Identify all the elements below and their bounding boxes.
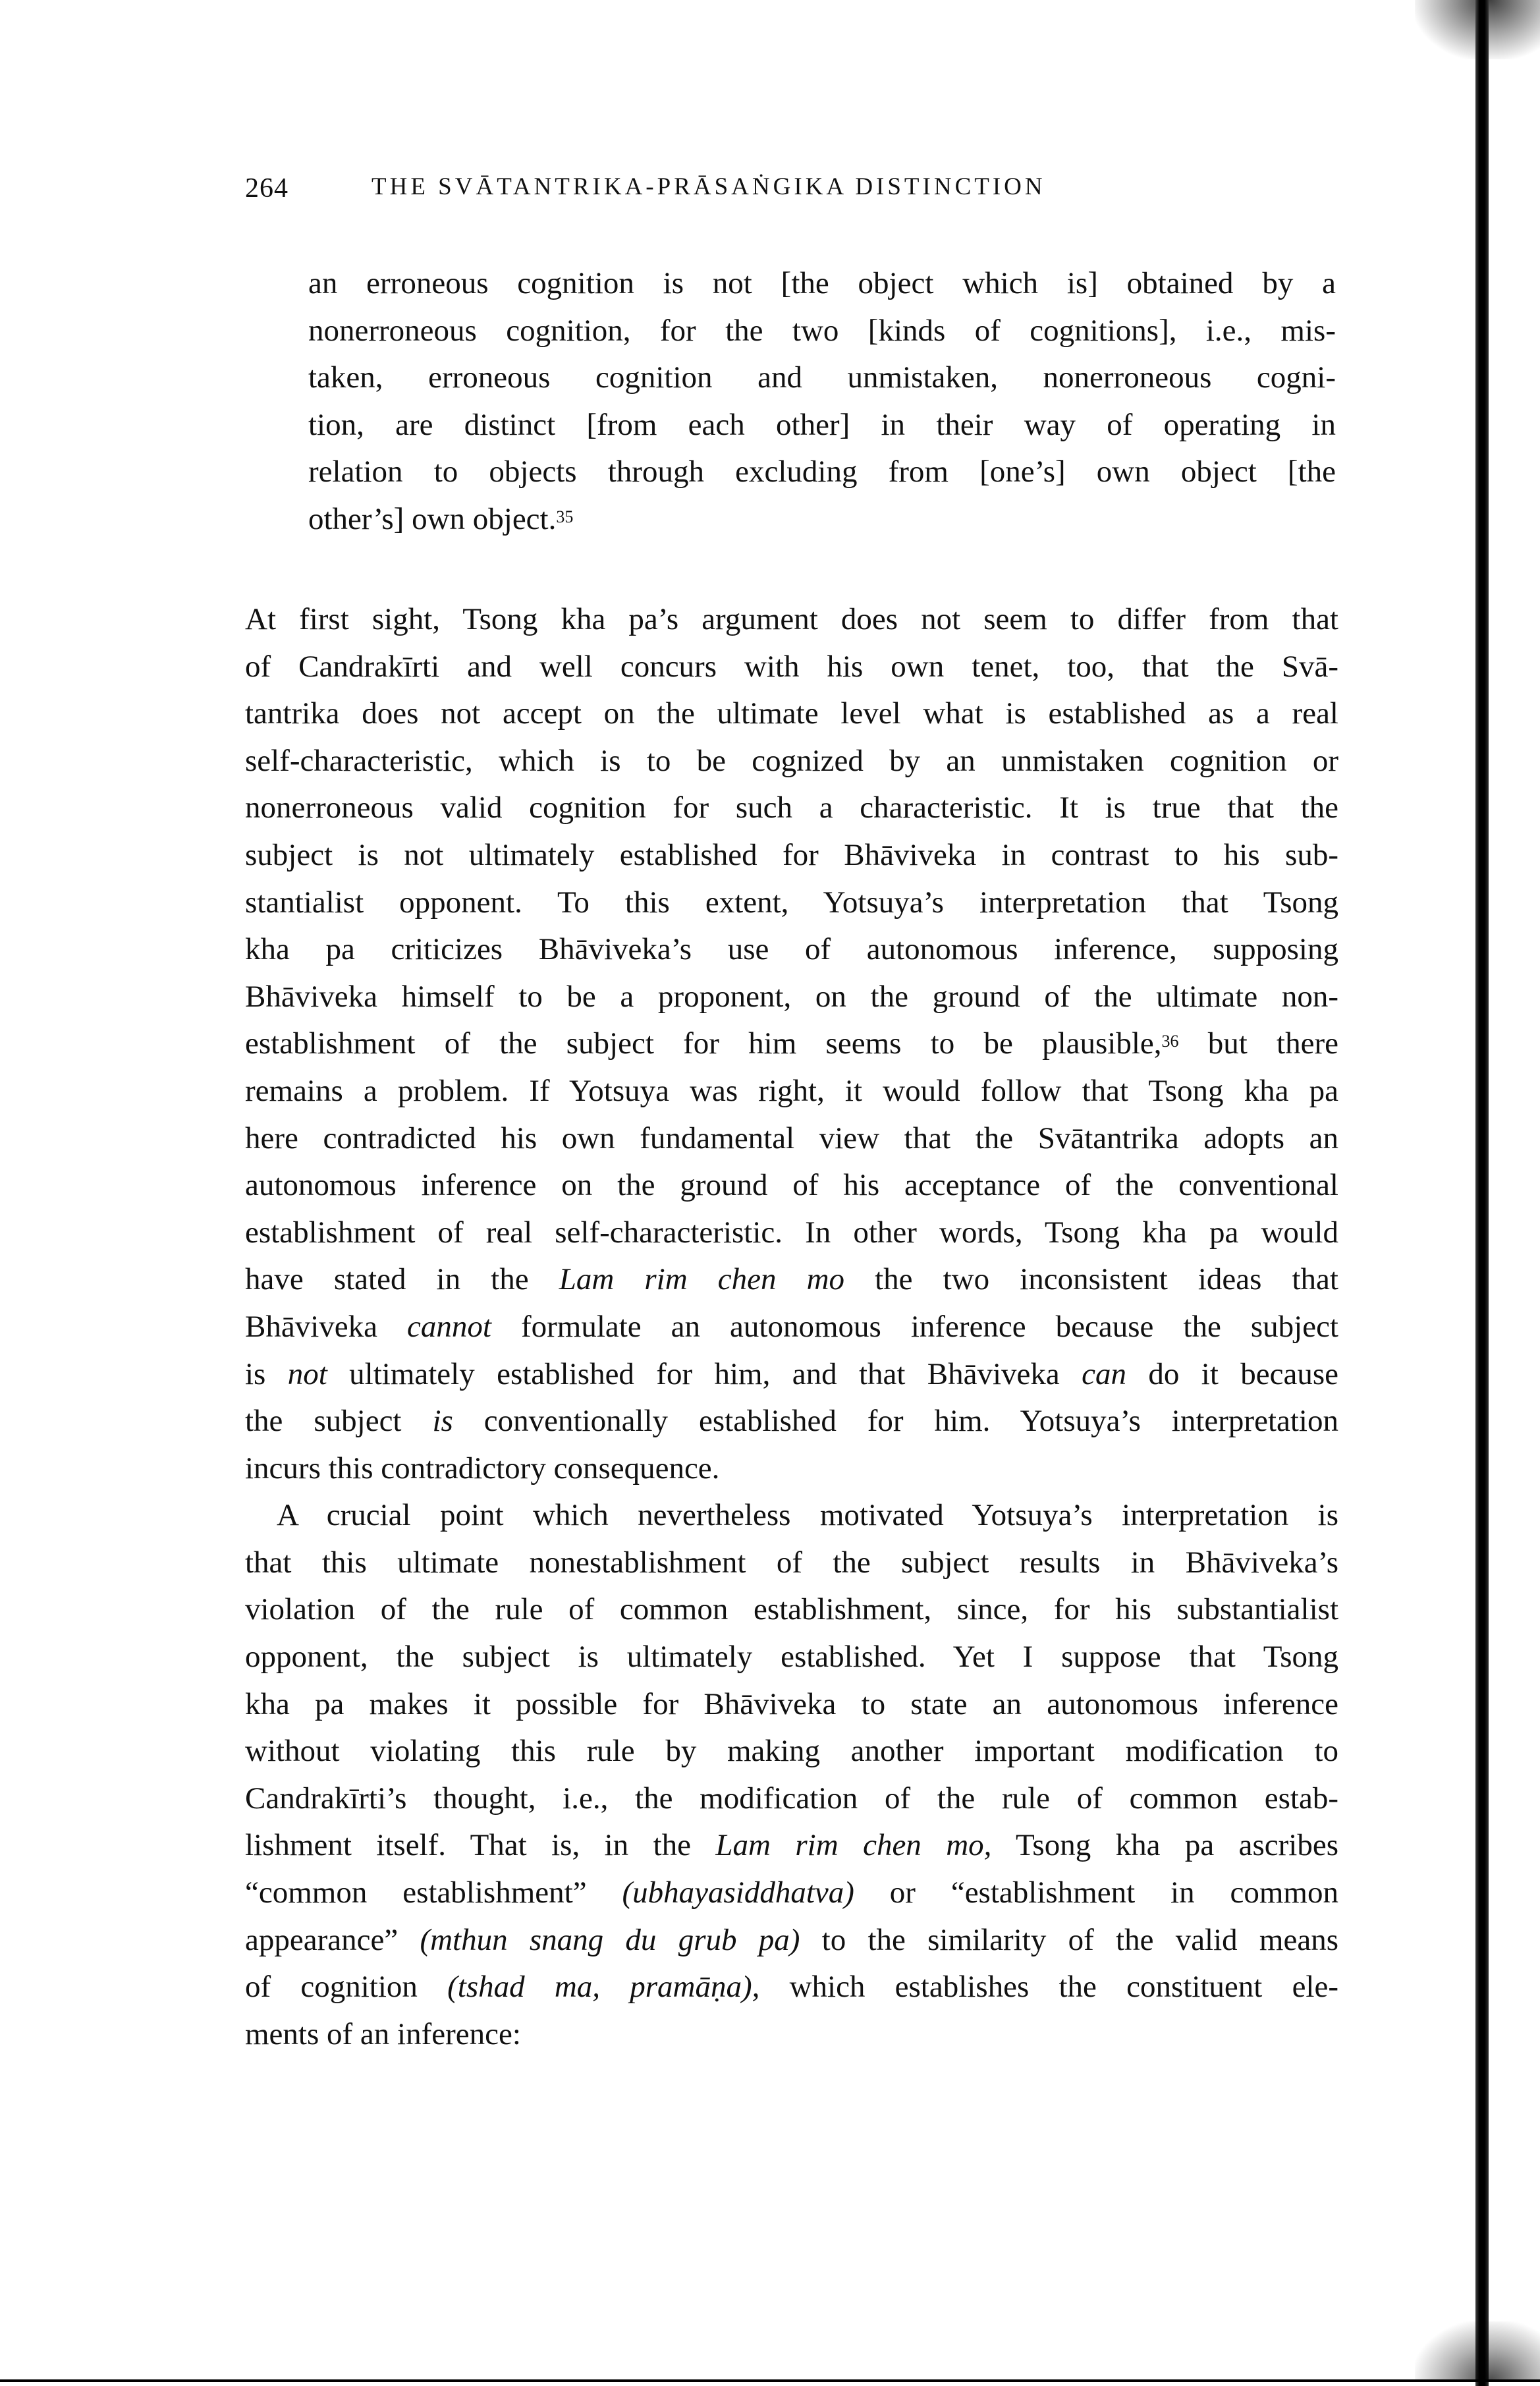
text-line (245, 1304, 1338, 1351)
text-line: kha pa criticizes Bhāviveka’s use of autonomous inference, supposing (245, 932, 1338, 967)
italic-term: (mthun snang du grub pa) (420, 1922, 800, 1957)
text-line: subject is not ultimately established for Bhāviveka in contrast to his sub- (245, 837, 1338, 872)
text-line: Bhāviveka himself to be a proponent, on the ground of the ultimate non- (245, 979, 1338, 1014)
text-line (245, 1351, 1338, 1399)
scan-bottom-edge (0, 2379, 1540, 2382)
italic-emphasis: can (1082, 1356, 1127, 1391)
text-span: “common establishment” (245, 1875, 622, 1910)
text-line: opponent, the subject is ultimately established. Yet I suppose that Tsong (245, 1640, 1338, 1675)
footnote-ref-35[interactable]: 35 (556, 507, 574, 526)
paragraph-1 (245, 596, 1338, 1492)
text-line (245, 1256, 1338, 1304)
text-line: autonomous inference on the ground of his acceptance of the conventional (245, 1168, 1338, 1203)
quote-line: nonerroneous cognition, for the two [kinds of cognitions], i.e., mis- (308, 313, 1336, 348)
page-number: 264 (245, 173, 289, 204)
text-line (245, 1870, 1338, 1917)
quote-line: tion, are distinct [from each other] in their way of operating in (308, 407, 1336, 442)
text-span: formulate an autonomous inference because the subject (491, 1309, 1338, 1344)
body-text (245, 596, 1338, 2058)
italic-emphasis: not (287, 1356, 327, 1391)
text-line: stantialist opponent. To this extent, Yotsuya’s interpretation that Tsong (245, 885, 1338, 920)
text-span: lishment itself. That is, in the (245, 1828, 716, 1863)
text-span: Bhāviveka (245, 1309, 408, 1344)
text-span: ultimately established for him, and that Bhāviveka (327, 1356, 1082, 1391)
quote-text: other’s] own object. (308, 501, 557, 536)
text-line: ments of an inference: (245, 2016, 521, 2051)
text-line: that this ultimate nonestablishment of the subject results in Bhāviveka’s (245, 1545, 1338, 1580)
text-span: Tsong kha pa ascribes (991, 1828, 1339, 1863)
text-line: remains a problem. If Yotsuya was right, it would follow that Tsong kha pa (245, 1073, 1338, 1108)
text-span: appearance” (245, 1922, 420, 1957)
text-span: which establishes the constituent ele- (759, 1970, 1338, 2005)
italic-emphasis: cannot (407, 1309, 491, 1344)
text-line: At first sight, Tsong kha pa’s argument does not seem to differ from that (245, 602, 1338, 636)
quote-line: an erroneous cognition is not [the object which is] obtained by a (308, 266, 1336, 300)
text-span: have stated in the (245, 1262, 559, 1297)
binding-shadow-bottom (1415, 2321, 1540, 2381)
text-line: tantrika does not accept on the ultimate level what is established as a real (245, 696, 1338, 731)
text-line (245, 1822, 1338, 1870)
text-span: conventionally established for him. Yotsuya’s interpretation (453, 1404, 1338, 1439)
quote-line: relation to objects through excluding from [one’s] own object [the (308, 455, 1336, 489)
block-quote (308, 260, 1336, 543)
text-line: self-characteristic, which is to be cognized by an unmistaken cognition or (245, 743, 1338, 778)
text-span: to the similarity of the valid means (800, 1922, 1339, 1957)
text-span: of cognition (245, 1970, 448, 2005)
text-line: without violating this rule by making another important modification to (245, 1734, 1338, 1769)
text-line (245, 1917, 1338, 1964)
binding-shadow (1475, 0, 1489, 2386)
text-line: incurs this contradictory consequence. (245, 1451, 720, 1485)
text-span: establishment of the subject for him seems to be plausible, (245, 1026, 1162, 1061)
text-span: do it because (1126, 1356, 1338, 1391)
text-line: violation of the rule of common establishment, since, for his substantialist (245, 1592, 1338, 1627)
running-head (245, 173, 1365, 212)
text-line: establishment of real self-characteristic. In other words, Tsong kha pa would (245, 1215, 1338, 1250)
text-span: is (245, 1356, 288, 1391)
italic-term: (ubhayasiddhatva) (622, 1875, 854, 1910)
italic-title: Lam rim chen mo (559, 1262, 845, 1297)
footnote-ref-36[interactable]: 36 (1161, 1032, 1179, 1051)
chapter-title: THE SVĀTANTRIKA-PRĀSAṄGIKA DISTINCTION (371, 173, 1046, 200)
text-span: but there (1178, 1026, 1338, 1061)
text-line (245, 1020, 1338, 1068)
quote-line-last (308, 496, 1336, 543)
text-line: of Candrakīrti and well concurs with his own tenet, too, that the Svā- (245, 649, 1338, 684)
text-line (245, 1398, 1338, 1445)
text-line: Candrakīrti’s thought, i.e., the modification of the rule of common estab- (245, 1781, 1338, 1816)
text-span: the subject (245, 1404, 433, 1439)
text-line: A crucial point which nevertheless motivated Yotsuya’s interpretation is (277, 1498, 1338, 1533)
quote-line: taken, erroneous cognition and unmistaken, nonerroneous cogni- (308, 360, 1336, 395)
text-line: here contradicted his own fundamental view that the Svātantrika adopts an (245, 1121, 1338, 1155)
italic-term: (tshad ma, pramāṇa), (447, 1970, 760, 2005)
text-line: kha pa makes it possible for Bhāviveka to state an autonomous inference (245, 1686, 1338, 1721)
italic-title: Lam rim chen mo, (715, 1828, 992, 1863)
paragraph-2 (245, 1492, 1338, 2058)
text-span: or “establishment in common (854, 1875, 1338, 1910)
text-span: the two inconsistent ideas that (844, 1262, 1338, 1297)
text-line (245, 1964, 1338, 2011)
italic-emphasis: is (432, 1404, 453, 1439)
text-line: nonerroneous valid cognition for such a characteristic. It is true that the (245, 791, 1338, 825)
